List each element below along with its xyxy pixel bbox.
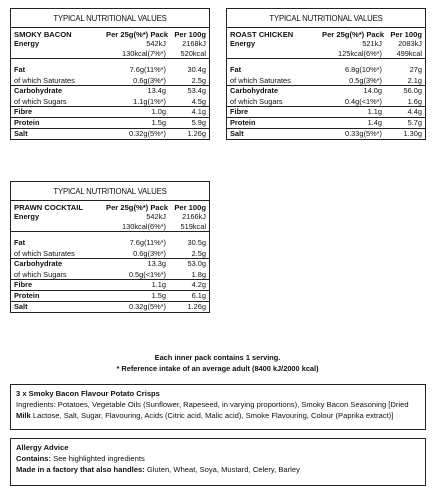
nutrient-per-100g: 6.1g (191, 291, 206, 301)
nutrient-per-100g: 30.4g (187, 65, 206, 75)
nutrient-row (11, 118, 209, 129)
nutrient-per-pack: 0.6g(3%*) (133, 248, 166, 258)
flavour-name: PRAWN COCKTAIL (14, 203, 84, 212)
nutrient-per-100g: 53.0g (187, 259, 206, 269)
nutrient-per-100g: 1.26g (187, 128, 206, 138)
nutrient-per-100g: 27g (409, 65, 422, 75)
energy-row (227, 39, 425, 59)
nutrient-per-pack: 0.32g(5%*) (129, 301, 166, 311)
energy-label: Energy (14, 212, 40, 222)
nutrient-per-100g: 4.5g (191, 96, 206, 106)
per-100g-header: Per 100g (174, 30, 206, 39)
nutrient-name: Carbohydrate (14, 86, 63, 96)
nutrient-per-100g: 1.6g (407, 96, 422, 106)
nutrient-row (11, 129, 209, 140)
energy-pack-kj: 521kJ (362, 39, 382, 49)
nutrient-per-100g: 4.1g (191, 107, 206, 117)
table-title: TYPICAL NUTRITIONAL VALUES (11, 9, 209, 28)
nutrient-per-100g: 1.30g (403, 128, 422, 138)
energy-100g-kcal: 520kcal (180, 49, 206, 59)
nutrient-name: Protein (230, 118, 256, 128)
nutrient-per-pack: 0.32g(5%*) (129, 128, 166, 138)
nutrient-row (227, 97, 425, 108)
allergy-box (10, 438, 426, 486)
flavour-name: SMOKY BACON (14, 30, 72, 39)
nutrient-name: Carbohydrate (14, 259, 63, 269)
nutrient-row (11, 291, 209, 302)
energy-100g-kj: 2083kJ (398, 39, 422, 49)
nutrient-per-pack: 0.6g(3%*) (133, 75, 166, 85)
nutrition-table-smoky-bacon (10, 8, 210, 140)
nutrient-per-pack: 0.33g(5%*) (345, 128, 382, 138)
nutrient-name: Salt (14, 301, 28, 311)
nutrient-name: Salt (230, 128, 244, 138)
per-pack-header: Per 25g(%*) Pack (106, 203, 169, 212)
ingredients-text: Ingredients: Potatoes, Vegetable Oils (Sunflower, Rapeseed, in varying proportions), Smoky Bacon Seasoning [Dried Milk Lactose, Salt, Sugar, Flavouring, Acids (Citric acid, Malic acid), Smoke Flavouring, Colour (Paprika extract)] (16, 400, 409, 420)
nutrient-name: Protein (14, 118, 40, 128)
nutrient-row (11, 302, 209, 313)
nutrient-per-pack: 1.5g (151, 291, 166, 301)
nutrient-row (11, 238, 209, 249)
nutrient-row (11, 259, 209, 270)
per-100g-header: Per 100g (174, 203, 206, 212)
table-header (11, 28, 209, 39)
energy-label: Energy (14, 39, 40, 49)
nutrient-rows (11, 65, 209, 139)
energy-pack-kcal: 130kcal(7%*) (122, 49, 166, 59)
nutrient-per-pack: 0.4g(<1%*) (344, 96, 382, 106)
nutrient-row (227, 129, 425, 140)
nutrient-per-pack: 14.0g (363, 86, 382, 96)
nutrient-per-pack: 7.6g(11%*) (129, 65, 166, 75)
nutrient-name: Fat (14, 65, 26, 75)
per-pack-header: Per 25g(%*) Pack (322, 30, 385, 39)
nutrient-per-100g: 2.1g (407, 75, 422, 85)
nutrition-table-roast-chicken (226, 8, 426, 140)
nutrient-per-100g: 56.0g (403, 86, 422, 96)
nutrient-row (11, 97, 209, 108)
nutrient-name: of which Saturates (14, 248, 75, 258)
allergy-contains: Contains: See highlighted ingredients (16, 454, 145, 463)
nutrient-row (11, 86, 209, 97)
nutrient-name: Fibre (230, 107, 249, 117)
nutrient-per-100g: 30.5g (187, 238, 206, 248)
nutrient-per-pack: 6.8g(10%*) (345, 65, 382, 75)
nutrient-per-pack: 1.5g (151, 118, 166, 128)
nutrient-per-pack: 13.4g (147, 86, 166, 96)
energy-100g-kj: 2166kJ (182, 212, 206, 222)
nutrient-per-100g: 2.5g (191, 248, 206, 258)
nutrient-row (227, 86, 425, 97)
nutrient-per-pack: 1.4g (367, 118, 382, 128)
nutrient-per-100g: 5.9g (191, 118, 206, 128)
nutrient-per-pack: 1.1g (151, 280, 166, 290)
nutrient-name: of which Saturates (230, 75, 291, 85)
nutrient-row (227, 65, 425, 76)
nutrient-row (11, 76, 209, 87)
nutrient-row (227, 118, 425, 129)
nutrient-row (11, 280, 209, 291)
nutrient-name: Fibre (14, 280, 33, 290)
nutrient-name: of which Sugars (14, 269, 67, 279)
nutrient-row (11, 270, 209, 281)
nutrient-name: Carbohydrate (230, 86, 279, 96)
nutrient-per-pack: 0.5g(3%*) (349, 75, 382, 85)
ingredients-box (10, 384, 426, 430)
table-header (11, 201, 209, 212)
nutrient-per-pack: 1.0g (151, 107, 166, 117)
nutrient-row (11, 249, 209, 260)
serving-note: Each inner pack contains 1 serving. (154, 353, 281, 362)
nutrient-row (11, 107, 209, 118)
ingredients-title: 3 x Smoky Bacon Flavour Potato Crisps (16, 389, 160, 398)
energy-100g-kcal: 519kcal (180, 222, 206, 232)
nutrient-per-pack: 1.1g (367, 107, 382, 117)
nutrient-name: of which Sugars (14, 96, 67, 106)
nutrient-name: of which Sugars (230, 96, 283, 106)
nutrient-name: Fibre (14, 107, 33, 117)
energy-label: Energy (230, 39, 256, 49)
nutrient-per-100g: 53.4g (187, 86, 206, 96)
flavour-name: ROAST CHICKEN (230, 30, 294, 39)
nutrient-name: Salt (14, 128, 28, 138)
energy-row (11, 212, 209, 232)
nutrient-per-pack: 13.3g (147, 259, 166, 269)
nutrient-per-100g: 1.8g (191, 269, 206, 279)
per-100g-header: Per 100g (390, 30, 422, 39)
energy-row (11, 39, 209, 59)
energy-pack-kcal: 125kcal(6%*) (338, 49, 382, 59)
nutrient-per-100g: 5.7g (407, 118, 422, 128)
per-pack-header: Per 25g(%*) Pack (106, 30, 169, 39)
nutrient-row (11, 65, 209, 76)
nutrient-per-100g: 2.5g (191, 75, 206, 85)
reference-intake-note: * Reference intake of an average adult (8400 kJ/2000 kcal) (116, 364, 319, 373)
energy-100g-kcal: 499kcal (396, 49, 422, 59)
nutrient-row (227, 76, 425, 87)
energy-pack-kj: 542kJ (146, 39, 166, 49)
allergen-highlight: Milk (16, 411, 31, 420)
nutrient-row (227, 107, 425, 118)
table-title: TYPICAL NUTRITIONAL VALUES (11, 182, 209, 201)
nutrient-per-100g: 4.2g (191, 280, 206, 290)
energy-100g-kj: 2168kJ (182, 39, 206, 49)
nutrient-rows (11, 238, 209, 312)
nutrient-name: Protein (14, 291, 40, 301)
table-title: TYPICAL NUTRITIONAL VALUES (227, 9, 425, 28)
nutrient-name: of which Saturates (14, 75, 75, 85)
nutrient-per-100g: 4.4g (407, 107, 422, 117)
nutrient-rows (227, 65, 425, 139)
nutrient-per-pack: 1.1g(1%*) (133, 96, 166, 106)
nutrient-name: Fat (14, 238, 26, 248)
allergy-factory: Made in a factory that also handles: Gluten, Wheat, Soya, Mustard, Celery, Barley (16, 465, 300, 474)
nutrient-per-pack: 7.6g(11%*) (129, 238, 166, 248)
nutrition-table-prawn-cocktail (10, 181, 210, 313)
energy-pack-kj: 542kJ (146, 212, 166, 222)
allergy-title: Allergy Advice (16, 443, 69, 452)
nutrient-name: Fat (230, 65, 242, 75)
table-header (227, 28, 425, 39)
nutrient-per-pack: 0.5g(<1%*) (128, 269, 166, 279)
nutrient-per-100g: 1.26g (187, 301, 206, 311)
energy-pack-kcal: 130kcal(6%*) (122, 222, 166, 232)
